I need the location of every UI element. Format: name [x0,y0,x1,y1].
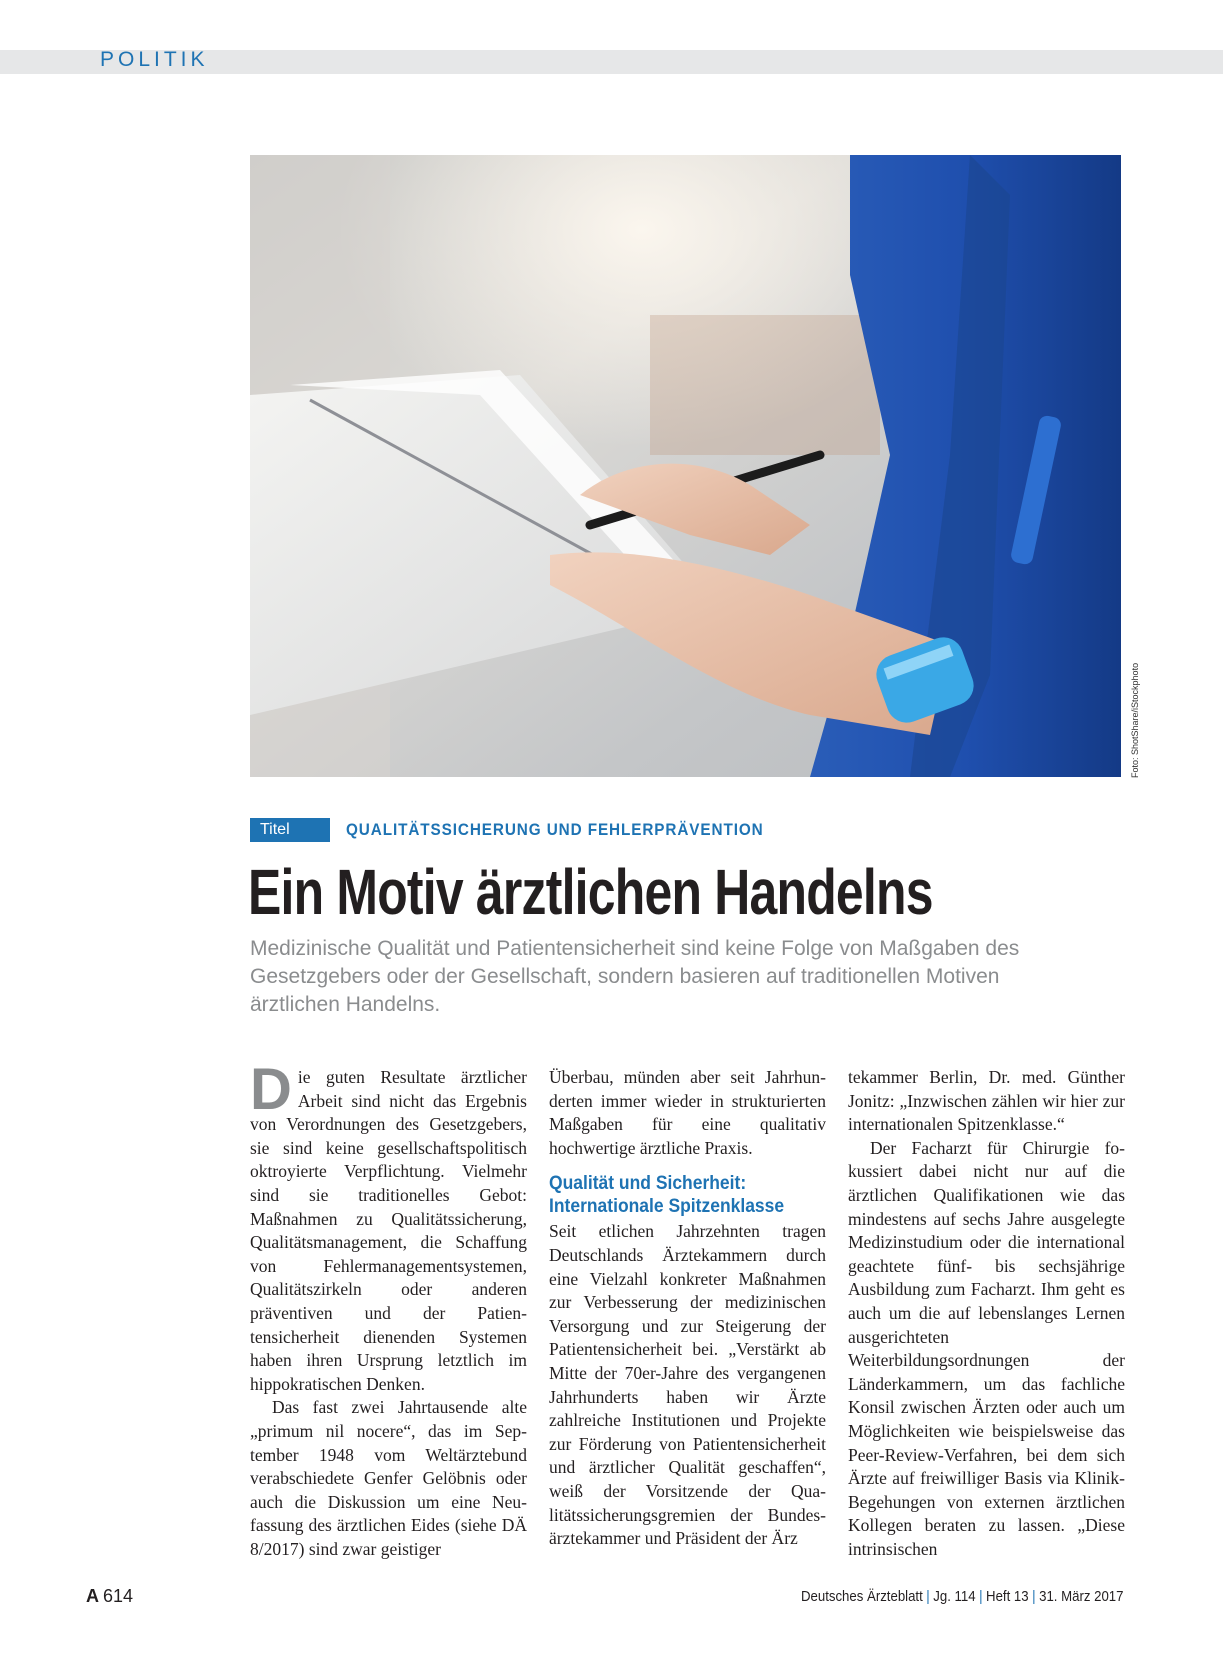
paragraph: Seit etlichen Jahrzehnten tragen Deutschlands Ärztekammern durch eine Vielzahl konkreter Maßnahmen zur Verbesserung der medizinischen Versorgung und zur Steigerung der Patientensicherheit bei. „Verstärkt ab Mitte der 70er-Jahre des vergangenen Jahrhunderts haben wir Ärzte zahlreiche Institutionen und Projekte zur Förderung von Patientensicherheit und ärztlicher Qualität geschaffen“, weiß der Vorsitzende der Qualitätssicherungsgremien der Bundesärztekammer und Präsident der Ärz [549,1221,826,1549]
subheading: Qualität und Sicherheit: Internationale Spitzenklasse [549,1173,785,1218]
drop-cap: D [250,1057,292,1122]
photo-credit: Foto: ShotShare/iStockphoto [1130,662,1140,778]
volume: Jg. 114 [932,1588,976,1605]
hero-photo-illustration [250,155,1121,777]
paragraph: Überbau, münden aber seit Jahrhunderten immer wieder in strukturierten Maßgaben für eine qualitativ hochwertige ärztliche Praxis. [549,1067,826,1158]
page-number [86,1586,133,1607]
text-column-3 [848,1066,1125,1561]
page-number-value: 614 [103,1586,134,1606]
footer-divider: | [925,1588,930,1605]
footer-divider: | [978,1588,983,1605]
hero-photo [250,155,1121,777]
page-prefix: A [86,1586,99,1606]
lead-paragraph: Medizinische Qualität und Patientensicherheit sind keine Folge von Maßgaben des Gesetzgebers oder der Gesellschaft, sondern basieren auf traditionellen Motiven ärztlichen Handelns. [250,937,1020,1016]
paragraph: tekammer Berlin, Dr. med. Günther Jonitz: „Inzwischen zählen wir hier zur internationalen Spitzenklasse.“ [848,1067,1125,1135]
kicker: QUALITÄTSSICHERUNG UND FEHLERPRÄVENTION [346,820,764,839]
paragraph: ie guten Resultate ärztlicher Arbeit sind nicht das Ergebnis von Verordnungen des Gesetzgebers, sie sind keine gesellschaftspolitisch oktroyierte Verpflichtung. Vielmehr sind sie traditionelles Gebot: Maßnahmen zu Qualitätssicherung, Qualitätsmanagement, die Schaffung von Fehlermanagementsystemen, Qualitätszirkeln oder anderen präventiven und der Patientensicherheit dienenden Systemen haben ihren Ursprung letztlich im hippokratischen Denken. [250,1067,527,1394]
footer-citation [800,1588,1123,1605]
paragraph: Das fast zwei Jahrtausende alte „primum nil nocere“, das im September 1948 vom Weltärztebund verabschiedete Genfer Gelöbnis oder auch die Diskussion um eine Neufassung des ärztlichen Eides (siehe DÄ 8/2017) sind zwar geistiger [250,1397,527,1559]
text-column-2 [549,1066,826,1551]
section-label: POLITIK [100,48,209,71]
headline: Ein Motiv ärztlichen Handelns [248,856,933,928]
issue: Heft 13 [985,1588,1029,1605]
rubric-badge: Titel [250,818,330,842]
footer-divider: | [1031,1588,1036,1605]
paragraph: Der Facharzt für Chirurgie fokussiert dabei nicht nur auf die ärztlichen Qualifikationen wie das mindestens auf sechs Jahre ausgelegte Medizinstudium oder die international geachtete fünf- bis sechsjährige Ausbildung zum Facharzt. Ihm geht es auch um die auf lebenslanges Lernen ausgerichteten Weiterbildungsordnungen der Länderkammern, um das fachliche Konsil zwischen Ärzten oder auch um Möglichkeiten wie beispielsweise das Peer-Review-Verfahren, bei dem sich Ärzte auf freiwilliger Basis via Klinik-Begehungen von externen ärztlichen Kollegen beraten zu lassen. „Diese intrinsischen [848,1137,1125,1559]
text-column-1 [250,1057,527,1561]
issue-date: 31. März 2017 [1038,1588,1123,1605]
journal-name: Deutsches Ärzteblatt [800,1588,923,1605]
